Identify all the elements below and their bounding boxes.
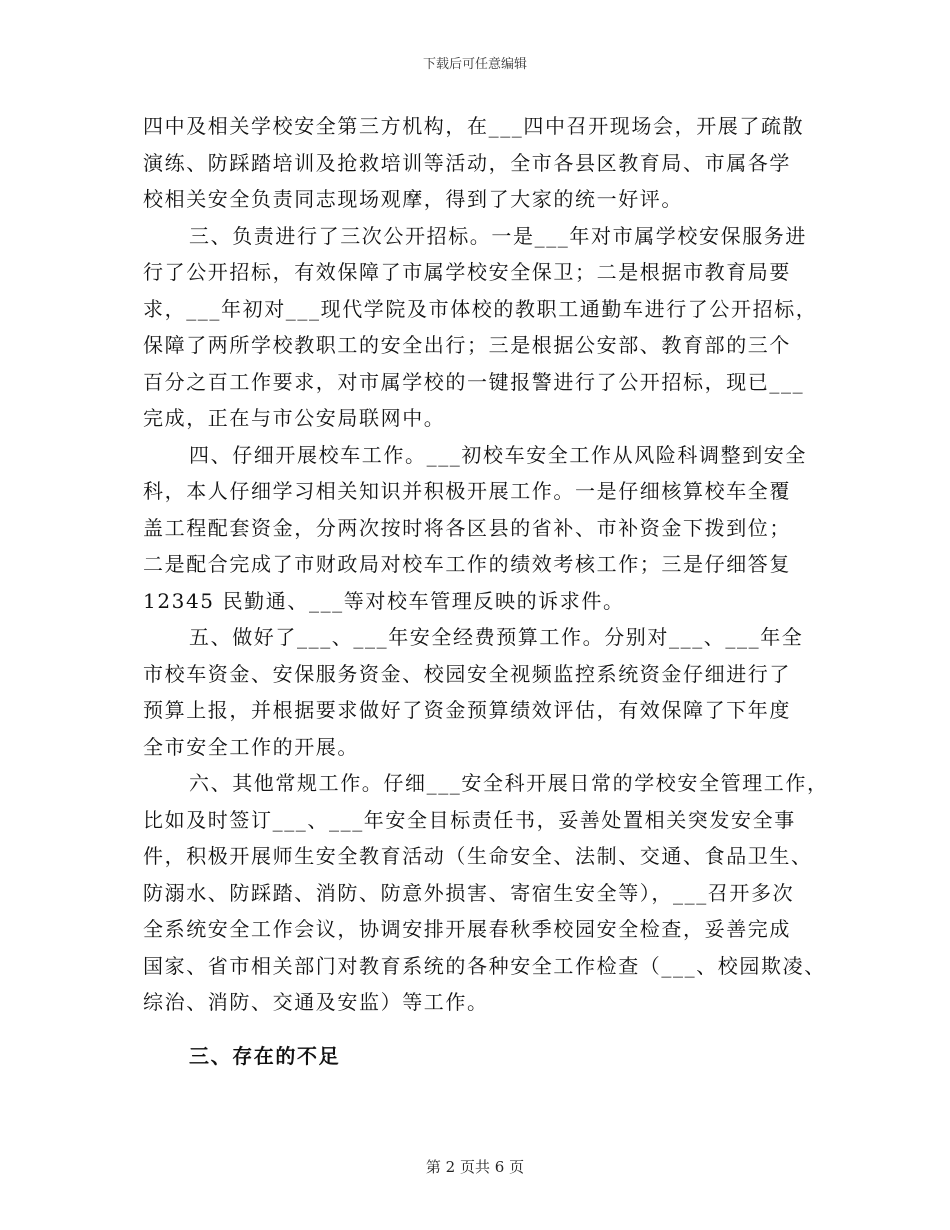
text-line: 比如及时签订___、___年安全目标责任书，妥善处置相关突发安全事 [143, 807, 796, 832]
text-line: 保障了两所学校教职工的安全出行；三是根据公安部、教育部的三个 [143, 333, 791, 357]
text-line: 全系统安全工作会议，协调安排开展春秋季校园安全检查，妥善完成 [143, 917, 791, 941]
text-line: 预算上报，并根据要求做好了资金预算绩效评估，有效保障了下年度 [143, 698, 791, 722]
text-line: 科，本人仔细学习相关知识并积极开展工作。一是仔细核算校车全覆 [143, 479, 791, 503]
text-line: 校相关安全负责同志现场观摩，得到了大家的统一好评。 [143, 187, 683, 211]
text-line: 二是配合完成了市财政局对校车工作的绩效考核工作；三是仔细答复 [143, 552, 791, 576]
text-line: 件，积极开展师生安全教育活动（生命安全、法制、交通、食品卫生、 [143, 844, 813, 868]
text-line: 国家、省市相关部门对教育系统的各种安全工作检查（___、校园欺凌、 [143, 953, 826, 978]
text-line: 完成，正在与市公安局联网中。 [143, 406, 446, 430]
text-line: 求，___年初对___现代学院及市体校的教职工通勤车进行了公开招标， [143, 296, 818, 321]
page-footer: 第 2 页共 6 页 [425, 1158, 525, 1176]
paragraph-3 [143, 437, 823, 620]
paragraph-4 [143, 619, 823, 765]
text-line: 盖工程配套资金，分两次按时将各区县的省补、市补资金下拨到位； [143, 515, 791, 540]
paragraph-5 [143, 765, 829, 1021]
page-header: 下载后可任意编辑 [422, 57, 527, 72]
text-line: 四、仔细开展校车工作。___初校车安全工作从风险科调整到安全 [189, 442, 807, 467]
text-line: 12345 民勤通、___等对校车管理反映的诉求件。 [143, 588, 625, 613]
text-line: 百分之百工作要求，对市属学校的一键报警进行了公开招标，现已___ [143, 369, 805, 394]
paragraph-2 [143, 218, 823, 437]
paragraph-1 [143, 108, 823, 218]
text-line: 四中及相关学校安全第三方机构，在___四中召开现场会，开展了疏散 [143, 114, 805, 138]
text-line: 六、其他常规工作。仔细___安全科开展日常的学校安全管理工作， [189, 771, 829, 795]
text-line: 防溺水、防踩踏、消防、防意外损害、寄宿生安全等），___召开多次 [143, 880, 795, 905]
text-line: 演练、防踩踏培训及抢救培训等活动，全市各县区教育局、市属各学 [143, 150, 791, 175]
text-line: 行了公开招标，有效保障了市属学校安全保卫；二是根据市教育局要 [143, 260, 791, 284]
document-body [143, 108, 829, 1021]
text-line: 市校车资金、安保服务资金、校园安全视频监控系统资金仔细进行了 [143, 661, 791, 686]
text-line: 五、做好了___、___年安全经费预算工作。分别对___、___年全 [189, 625, 804, 649]
text-line: 综治、消防、交通及安监）等工作。 [143, 990, 489, 1014]
text-line: 全市安全工作的开展。 [143, 734, 359, 759]
section-heading: 三、存在的不足 [189, 1044, 341, 1068]
text-line: 三、负责进行了三次公开招标。一是___年对市属学校安保服务进 [189, 223, 807, 248]
